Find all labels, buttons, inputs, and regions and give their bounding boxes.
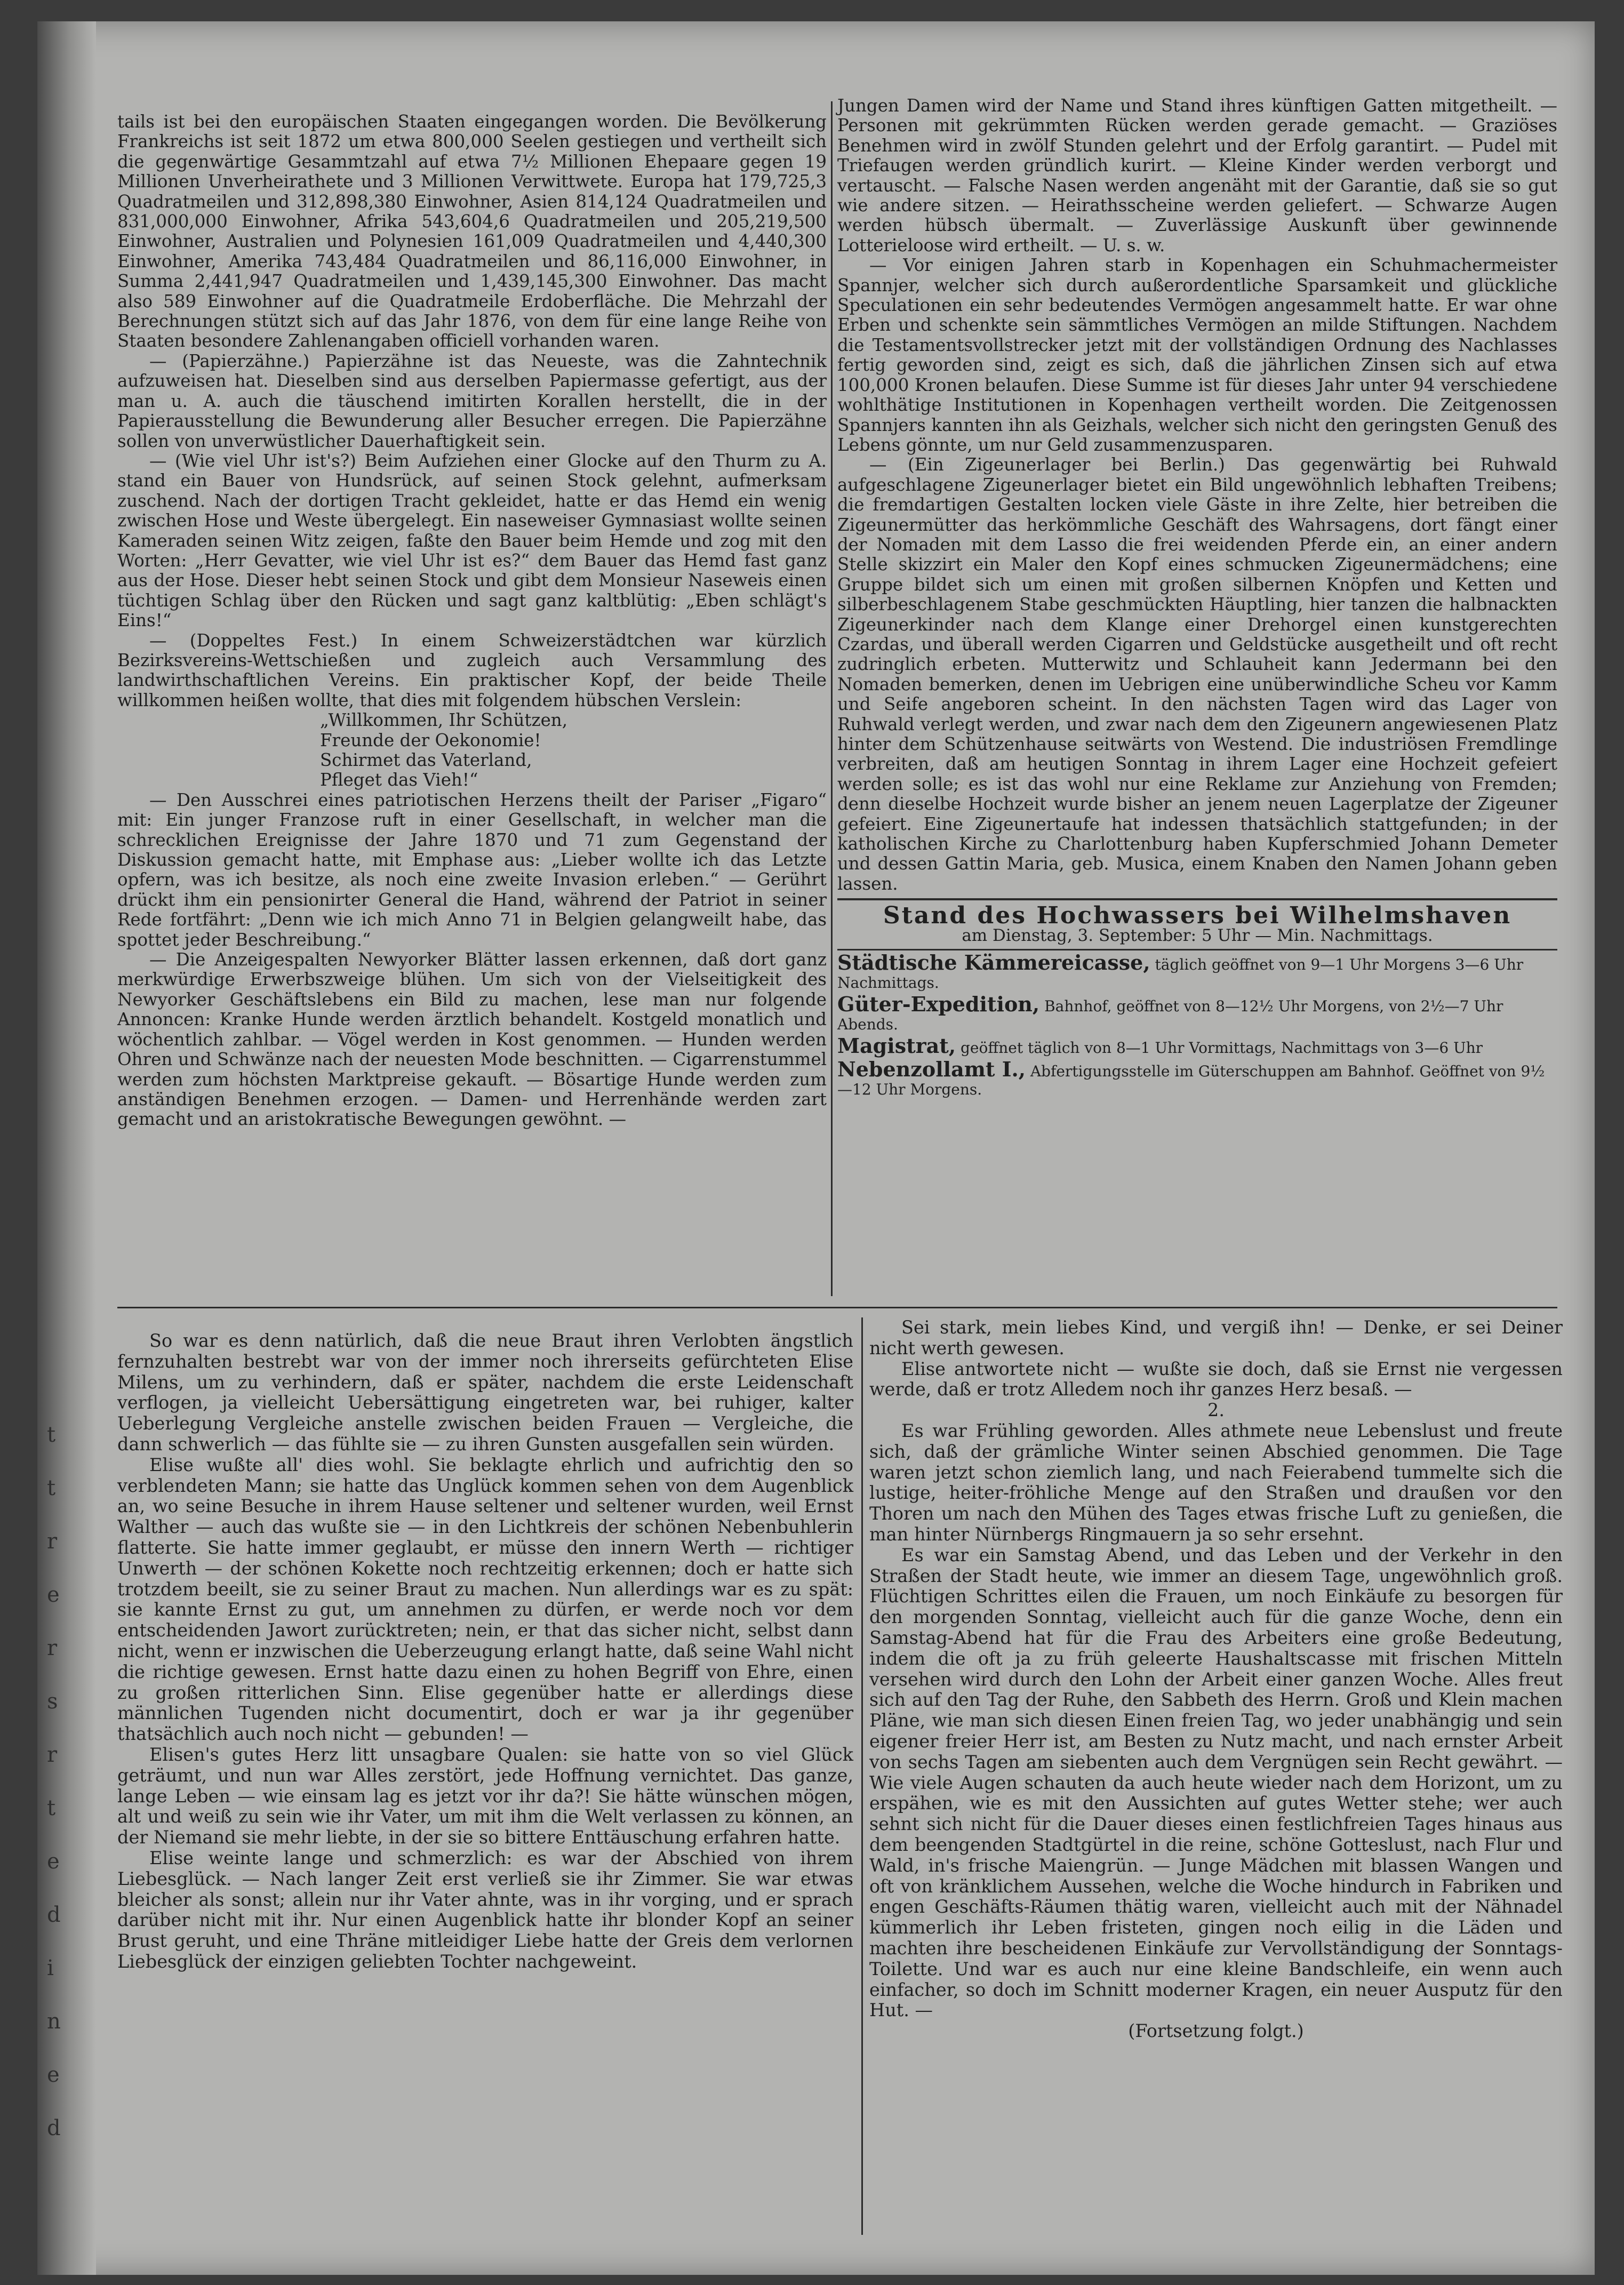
news-paragraph: — Vor einigen Jahren starb in Kopenhagen ein Schuhmachermeister Spannjer, welcher sich durch außerordentliche Sparsamkeit und glückliche Speculationen ein sehr bedeutendes Vermögen angesammelt hatte. Er war ohne Erben und schenkte sein sämmtliches Vermögen an milde Stiftungen. Nachdem die Testamentsvollstrecker jetzt mit der vollständigen Ordnung des Nachlasses fertig geworden sind, zeigt es sich, daß die jährlichen Zinsen sich auf etwa 100,000 Kronen belaufen. Diese Summe ist für dieses Jahr unter 94 verschiedene wohlthätige Institutionen in Kopenhagen vertheilt worden. Die Zeitgenossen Spannjers kannten ihn als Geizhals, welcher sich nicht den geringsten Genuß des Lebens gönnte, um nur Geld zusammenzusparen.	[837, 255, 1557, 455]
left-column-news	[117, 112, 827, 1130]
poem-line: Schirmet das Vaterland,	[320, 750, 532, 770]
news-paragraph: — (Wie viel Uhr ist's?) Beim Aufziehen einer Glocke auf den Thurm zu A. stand ein Bauer von Hundsrück, auf seinen Stock gelehnt, aufmerksam zuschend. Nach der dortigen Tracht gekleidet, hatte er das Hemd ein wenig zwischen Hose und Weste übergelegt. Ein naseweiser Gymnasiast wollte seinen Kameraden seinen Witz zeigen, faßte den Bauer beim Hemde und zog mit den Worten: „Herr Gevatter, wie viel Uhr ist es?“ dem Bauer das Hemd fast ganz aus der Hose. Dieser hebt seinen Stock und gibt dem Monsieur Naseweis einen tüchtigen Schlag über den Rücken und sagt ganz kaltblütig: „Eben schlägt's Eins!“	[117, 450, 827, 631]
news-paragraph: Jungen Damen wird der Name und Stand ihres künftigen Gatten mitgetheilt. — Personen mit gekrümmten Rücken werden gerade gemacht. — Graziöses Benehmen wird in zwölf Stunden gelehrt und der Erfolg garantirt. — Pudel mit Triefaugen werden gründlich kurirt. — Kleine Kinder werden verborgt und vertauscht. — Falsche Nasen werden angenäht mit der Garantie, daß sie so gut wie andere sitzen. — Heirathsscheine werden geliefert. — Schwarze Augen werden hübsch übermalt. — Zuverlässige Auskunft über gewinnende Lotterieloose wird ertheilt. — U. s. w.	[837, 95, 1557, 255]
story-paragraph: Es war ein Samstag Abend, und das Leben und der Verkehr in den Straßen der Stadt heute, wie immer an diesem Tage, ungewöhnlich groß. Flüchtigen Schrittes eilen die Frauen, um noch Einkäufe zu besorgen für den morgenden Sonntag, vielleicht auch für die ganze Woche, denn ein Samstag-Abend hat für die Frau des Arbeiters eine große Bedeutung, indem die oft ja zu früh geleerte Haushaltscasse mit frischen Mitteln versehen wird durch den Lohn der Arbeit einer ganzen Woche. Alles freut sich auf den Tag der Ruhe, den Sabbeth des Herrn. Groß und Klein machen Pläne, wie man sich diesen Einen freien Tag, wo jeder unabhängig und sein eigener freier Herr ist, am Besten zu Nutz macht, und nach ernster Arbeit von sechs Tagen am siebenten auch dem Vergnügen sein Recht gewährt. — Wie viele Augen schauten da auch heute wieder nach dem Horizont, um zu erspähen, wie es mit den Aussichten auf gutes Wetter stehe; wer auch sehnt sich nicht für die Dauer dieses einen festlichfreien Tages hinaus aus dem beengenden Stadtgürtel in die reine, schöne Gotteslust, nach Flur und Wald, in's frische Maiengrün. — Junge Mädchen mit blassen Wangen und oft von kränklichem Aussehen, welche die Woche hindurch in Fabriken und engen Geschäfts-Räumen thätig waren, vielleicht auch mit der Nähnadel kümmerlich ihr Leben fristeten, gingen noch eilig in die Läden und machten ihre bescheidenen Einkäufe zur Vervollständigung der Sonntags-Toilette. Und war es auch nur eine kleine Bandschleife, ein wenn auch einfacher, so doch im Schnitt moderner Kragen, ein neuer Ausputz für den Hut. —	[869, 1544, 1563, 2021]
spine-letter: t	[47, 1796, 56, 1820]
story-paragraph: So war es denn natürlich, daß die neue Braut ihren Verlobten ängstlich fernzuhalten bestrebt war von der immer noch ihrerseits gefürchteten Elise Milens, um zu verhindern, daß er später, nachdem die erste Leidenschaft verflogen, ja vielleicht Uebersättigung eingetreten war, bei ruhiger, kalter Ueberlegung Vergleiche anstelle zwischen beiden Frauen — Vergleiche, die dann schwerlich — das fühlte sie — zu ihren Gunsten ausgefallen sein würden.	[117, 1330, 853, 1455]
spine-letter: s	[47, 1689, 58, 1714]
spine-letter: t	[47, 1476, 56, 1500]
story-paragraph: Elisen's gutes Herz litt unsagbare Qualen: sie hatte von so viel Glück geträumt, und nun war Alles zerstört, jede Hoffnung vernichtet. Das ganze, lange Leben — wie einsam lag es jetzt vor ihr da?! Sie hätte wünschen mögen, alt und weiß zu sein wie ihr Vater, um mit ihm die Welt verlassen zu können, an der Niemand sie mehr liebte, in der sie so bittere Enttäuschung erfahren hatte.	[117, 1744, 853, 1848]
story-paragraph: Elise antwortete nicht — wußte sie doch, daß sie Ernst nie vergessen werde, daß er trotz Alledem noch ihr ganzes Herz besaß. —	[869, 1358, 1563, 1400]
section-number: 2.	[1207, 1400, 1225, 1421]
story-paragraph: Elise weinte lange und schmerzlich: es war der Abschied von ihrem Liebesglück. — Nach langer Zeit erst verließ sie ihr Zimmer. Sie war etwas bleicher als sonst; allein nur ihr Vater ahnte, was in ihr vorging, und er sprach darüber nicht mit ihr. Nur einen Augenblick hatte ihr blonder Kopf an seiner Brust geruht, und eine Thräne mitleidiger Liebe hatte der Greis dem verlornen Liebesglück der einzigen geliebten Tochter nachgeweint.	[117, 1847, 853, 1972]
notice-text: geöffnet täglich von 8—1 Uhr Vormittags, Nachmittags von 3—6 Uhr	[960, 1039, 1483, 1057]
notice-text: Abfertigungsstelle im Güterschuppen am Bahnhof. Geöffnet von 9½—12 Uhr Morgens.	[837, 1062, 1545, 1099]
spine-letter: e	[47, 2063, 60, 2087]
notice-text: Bahnhof, geöffnet von 8—12½ Uhr Morgens, von 2½—7 Uhr Abends.	[837, 997, 1503, 1034]
news-paragraph: — (Ein Zigeunerlager bei Berlin.) Das gegenwärtig bei Ruhwald aufgeschlagene Zigeunerlager bietet ein Bild ungewöhnlich lebhaften Treibens; die fremdartigen Gestalten locken viele Gäste in ihre Zelte, hier betreiben die Zigeunermütter das herkömmliche Geschäft des Wahrsagens, dort fängt einer der Nomaden mit dem Lasso die frei weidenden Pferde ein, an einer andern Stelle skizzirt ein Maler den Kopf eines schmucken Zigeunermädchens; eine Gruppe bildet sich um einen mit großen silbernen Knöpfen und Ketten und silberbeschlagenem Stabe geschmückten Häuptling, hier tanzen die halbnackten Zigeunerkinder nach dem Klange einer Drehorgel einen kunstgerechten Czardas, und überall werden Cigarren und Geldstücke ausgetheilt und oft recht zudringlich erbeten. Mutterwitz und Schlauheit kann Jedermann bei den Nomaden bemerken, denen im Uebrigen eine unüberwindliche Scheu vor Kamm und Seife angeboren scheint. In den nächsten Tagen wird das Lager von Ruhwald verlegt werden, und zwar nach dem den Zigeunern angewiesenen Platz hinter dem Schützenhause seitwärts von Westend. Die industriösen Fremdlinge verbreiten, daß am heutigen Sonntag in ihrem Lager eine Hochzeit gefeiert werden solle; es ist das wohl nur eine Reklame zur Anziehung von Fremden; denn dieselbe Hochzeit wurde bisher an jenem neuen Lagerplatze der Zigeuner gefeiert. Eine Zigeunertaufe hat indessen thatsächlich stattgefunden; in der katholischen Kirche zu Charlottenburg haben Kupferschmied Johann Demeter und dessen Gattin Maria, geb. Musica, einem Knaben den Namen Johann geben lassen.	[837, 454, 1557, 894]
right-column-news	[837, 96, 1557, 1099]
water-level-box	[837, 898, 1557, 950]
news-paragraph: tails ist bei den europäischen Staaten eingegangen worden. Die Bevölkerung Frankreichs ist seit 1872 um etwa 800,000 Seelen gestiegen und vertheilt sich die gegenwärtige Gesammtzahl auf etwa 7½ Millionen Ehepaare gegen 19 Millionen Unverheirathete und 3 Millionen Verwittwete. Europa hat 179,725,3 Quadratmeilen und 312,898,380 Einwohner, Asien 814,124 Quadratmeilen und 831,000,000 Einwohner, Afrika 543,604,6 Quadratmeilen und 205,219,500 Einwohner, Australien und Polynesien 161,009 Quadratmeilen und 4,440,300 Einwohner, Amerika 743,484 Quadratmeilen und 86,116,000 Einwohner, in Summa 2,441,947 Quadratmeilen und 1,439,145,300 Einwohner. Das macht also 589 Einwohner auf die Quadratmeile Erdoberfläche. Die Mehrzahl der Berechnungen stützt sich auf das Jahr 1876, von dem für eine lange Reihe von Staaten besondere Zahlenangaben officiell vorhanden waren.	[117, 111, 827, 351]
spine-letter: t	[47, 1423, 56, 1447]
news-paragraph: — Den Ausschrei eines patriotischen Herzens theilt der Pariser „Figaro“ mit: Ein junger Franzose ruft in einer Gesellschaft, in welcher man die schrecklichen Ereignisse der Jahre 1870 und 71 zum Gegenstand der Diskussion gemacht hatte, mit Emphase aus: „Lieber wollte ich das Letzte opfern, was ich besitze, als noch eine zweite Invasion erleben.“ — Gerührt drückt ihm ein pensionirter General die Hand, während der Patriot in seiner Rede fortfährt: „Denn wie ich mich Anno 71 in Belgien gelangweilt habe, das spottet jeder Beschreibung.“	[117, 789, 827, 950]
spine-letter: e	[47, 1583, 60, 1607]
news-paragraph: — (Doppeltes Fest.) In einem Schweizerstädtchen war kürzlich Bezirksvereins-Wettschießen und zugleich auch Versammlung des landwirthschaftlichen Vereins. Ein praktischer Kopf, der beide Theile willkommen heißen wollte, that dies mit folgendem hübschen Verslein:	[117, 630, 827, 710]
story-left-column	[117, 1331, 853, 1972]
notice-name: Nebenzollamt I.,	[837, 1057, 1026, 1082]
office-notice	[837, 1034, 1557, 1058]
spine-letter: d	[47, 1903, 61, 1927]
water-level-title: Stand des Hochwassers bei Wilhelmshaven	[883, 902, 1512, 930]
spine-letter: r	[47, 1529, 58, 1554]
notice-name: Städtische Kämmereicasse,	[837, 950, 1150, 975]
spine-letter: n	[47, 2009, 61, 2034]
spine-letter: r	[47, 1636, 58, 1660]
spine-letter: e	[47, 1849, 60, 1874]
notice-name: Magistrat,	[837, 1034, 956, 1058]
column-divider-top	[831, 101, 833, 1296]
office-notice	[837, 1057, 1557, 1099]
page-spine	[37, 21, 96, 2275]
news-paragraph: — Die Anzeigespalten Newyorker Blätter lassen erkennen, daß dort ganz merkwürdige Erwerbszweige blühen. Um sich von der Vielseitigkeit des Newyorker Geschäftslebens ein Bild zu machen, lese man nur folgende Annoncen: Kranke Hunde werden ärztlich behandelt. Kostgeld monatlich und wöchentlich zahlbar. — Vögel werden in Kost genommen. — Hunden werden Ohren und Schwänze nach der neuesten Mode beschnitten. — Cigarrenstummel werden zum höchsten Marktpreise gekauft. — Bösartige Hunde werden zum anständigen Benehmen erzogen. — Damen- und Herrenhände werden zart gemacht und an aristokratische Bewegungen gewöhnt. —	[117, 949, 827, 1130]
story-right-column	[869, 1317, 1563, 2042]
poem-line: „Willkommen, Ihr Schützen,	[320, 710, 568, 731]
water-level-time: am Dienstag, 3. September: 5 Uhr — Min. Nachmittags.	[962, 925, 1433, 945]
poem	[117, 710, 827, 790]
spine-letter: i	[47, 1956, 54, 1980]
office-notice	[837, 950, 1557, 992]
office-notice	[837, 992, 1557, 1034]
continued-note: (Fortsetzung folgt.)	[1128, 2020, 1304, 2042]
poem-line: Pfleget das Vieh!“	[320, 770, 478, 790]
column-divider-bottom	[861, 1317, 863, 2235]
poem-line: Freunde der Oekonomie!	[320, 730, 541, 750]
newspaper-page	[37, 21, 1595, 2275]
spine-letter: r	[47, 1743, 58, 1767]
story-paragraph: Es war Frühling geworden. Alles athmete neue Lebenslust und freute sich, daß der grämliche Winter seinen Abschied genommen. Die Tage waren jetzt schon ziemlich lang, und nach Feierabend tummelte sich die lustige, heiter-fröhliche Menge auf den Straßen und draußen vor den Thoren um nach den Mühen des Tages etwas frische Luft zu genießen, die man hinter Nürnbergs Ringmauern ja so sehr ersehnt.	[869, 1420, 1563, 1545]
story-paragraph: Sei stark, mein liebes Kind, und vergiß ihn! — Denke, er sei Deiner nicht werth gewesen.	[869, 1317, 1563, 1359]
notice-name: Güter-Expedition,	[837, 992, 1040, 1017]
spine-letter: d	[47, 2116, 61, 2140]
spine-letters	[47, 1408, 79, 2155]
section-divider	[117, 1307, 1557, 1308]
story-paragraph: Elise wußte all' dies wohl. Sie beklagte ehrlich und aufrichtig den so verblendeten Mann; sie hatte das Unglück kommen sehen von dem Augenblick an, wo seine Besuche in ihrem Hause seltener und seltener wurden, weil Ernst Walther — auch das wußte sie — in den Lichtkreis der schönen Nebenbuhlerin flatterte. Sie hatte immer geglaubt, er müsse den innern Werth — richtiger Unwerth — der schönen Kokette noch rechtzeitig erkennen; doch er hatte sich trotzdem beeilt, sie zu seiner Braut zu machen. Nun allerdings war es zu spät: sie kannte Ernst zu gut, um annehmen zu dürfen, er werde noch vor dem entscheidenden Jawort zurücktreten; nein, er that das sicher nicht, selbst dann nicht, wenn er inzwischen die Ueberzeugung erlangt hatte, daß seine Wahl nicht die richtige gewesen. Ernst hatte dazu einen zu hohen Begriff von Ehre, einen zu großen ritterlichen Sinn. Elise gegenüber hatte er allerdings diese männlichen Tugenden nicht documentirt, doch er war ja ihr gegenüber thatsächlich auch noch nicht — gebunden! —	[117, 1454, 853, 1745]
notice-text: täglich geöffnet von 9—1 Uhr Morgens 3—6 Uhr Nachmittags.	[837, 956, 1524, 992]
news-paragraph: — (Papierzähne.) Papierzähne ist das Neueste, was die Zahntechnik aufzuweisen hat. Dieselben sind aus derselben Papiermasse gefertigt, aus der man u. A. auch die täuschend imitirten Korallen herstellt, die in der Papierausstellung die Bewunderung aller Besucher erregen. Die Papierzähne sollen von unverwüstlicher Dauerhaftigkeit sein.	[117, 350, 827, 451]
